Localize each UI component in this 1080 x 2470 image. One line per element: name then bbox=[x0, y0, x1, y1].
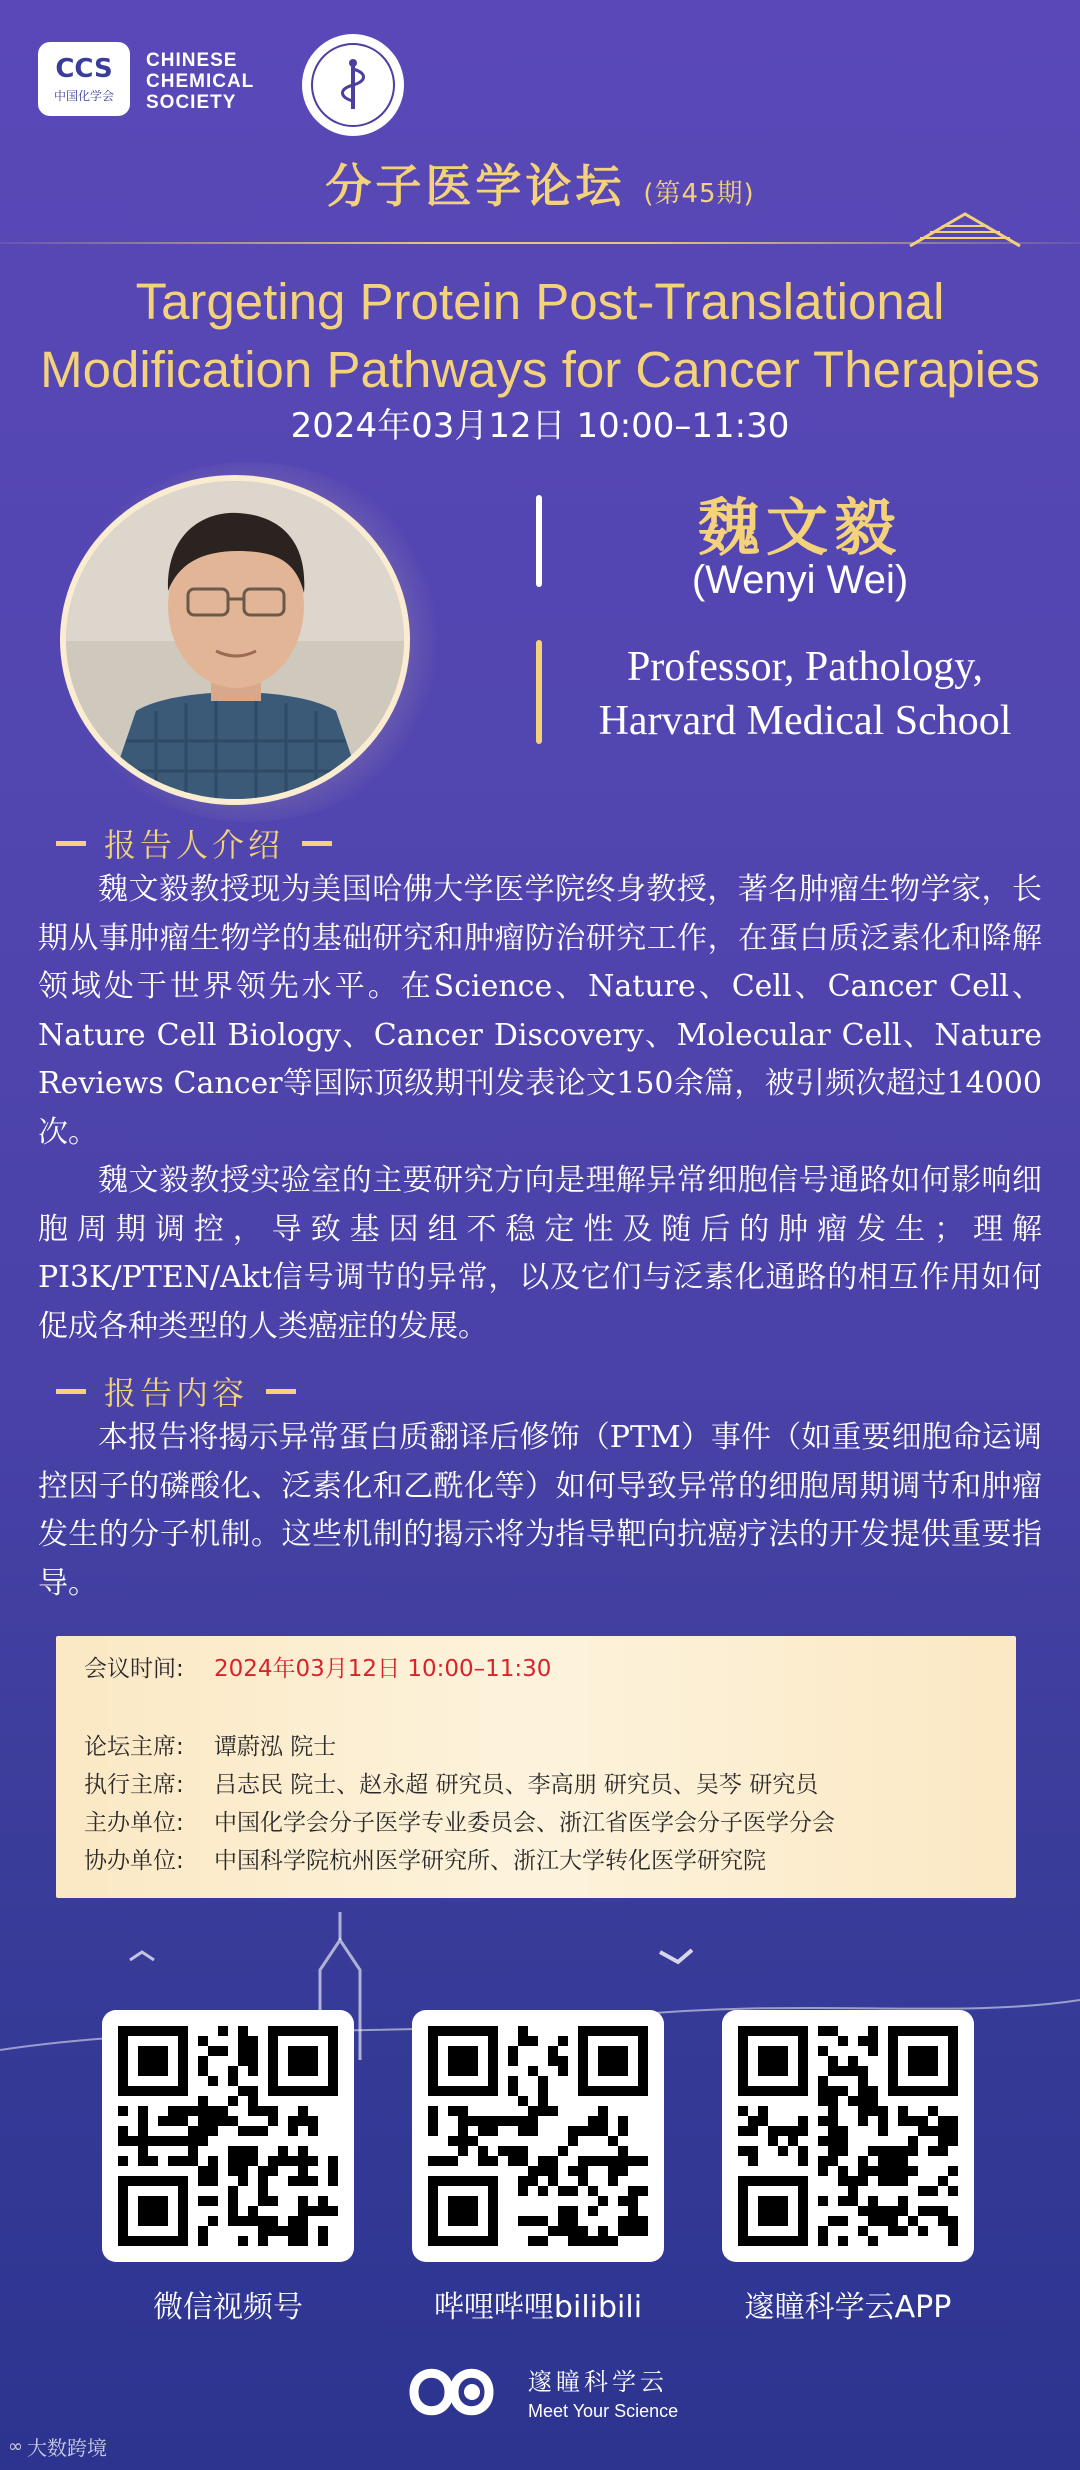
info-host-value: 谭蔚泓 院士 bbox=[214, 1734, 337, 1760]
talk-title-line2: Modification Pathways for Cancer Therapies bbox=[40, 341, 1040, 398]
brand-logo bbox=[404, 2352, 704, 2432]
speaker-affiliation bbox=[550, 640, 1060, 748]
heading-dash bbox=[302, 841, 332, 846]
qr-wechat[interactable] bbox=[102, 2010, 354, 2262]
bio-heading bbox=[0, 820, 1080, 866]
bio-text bbox=[38, 866, 1042, 1351]
qr-code-icon bbox=[738, 2026, 958, 2246]
info-row-host bbox=[84, 1728, 336, 1761]
talk-title-line1: Targeting Protein Post-Translational bbox=[135, 273, 945, 330]
ccs-line3: SOCIETY bbox=[146, 92, 237, 113]
qr-bilibili[interactable] bbox=[412, 2010, 664, 2262]
qr-label-bilibili: 哔哩哔哩bilibili bbox=[433, 2290, 643, 2325]
info-time-value: 2024年03月12日 10:00–11:30 bbox=[214, 1656, 552, 1682]
ccs-line1: CHINESE bbox=[146, 50, 238, 71]
watermark-icon: ∞ bbox=[8, 2436, 23, 2457]
meeting-info-box bbox=[56, 1636, 1016, 1898]
content-heading-label: 报告内容 bbox=[104, 1374, 249, 1412]
info-row-time bbox=[84, 1650, 551, 1683]
ccs-logo bbox=[38, 42, 130, 116]
talk-title bbox=[0, 268, 1080, 404]
info-co-value: 中国科学院杭州医学研究所、浙江大学转化医学研究院 bbox=[214, 1848, 766, 1874]
brand-tagline: Meet Your Science bbox=[528, 2401, 679, 2421]
info-exec-label: 执行主席: bbox=[84, 1772, 184, 1798]
content-paragraph-1: 本报告将揭示异常蛋白质翻译后修饰（PTM）事件（如重要细胞命运调控因子的磷酸化、泛素化和乙酰化等）如何导致异常的细胞周期调节和肿瘤发生的分子机制。这些机制的揭示将为指导靶向抗癌疗法的开发提供重要指导。 bbox=[38, 1420, 1042, 1601]
speaker-name-en: (Wenyi Wei) bbox=[691, 558, 909, 602]
info-host-label: 论坛主席: bbox=[84, 1734, 184, 1760]
info-row-co bbox=[84, 1842, 766, 1875]
ccs-cn: 中国化学会 bbox=[53, 88, 114, 103]
info-co-label: 协办单位: bbox=[84, 1848, 184, 1874]
speaker-title-line2: Harvard Medical School bbox=[598, 698, 1012, 744]
bio-heading-label: 报告人介绍 bbox=[104, 826, 285, 864]
speaker-divider-gold bbox=[536, 640, 542, 744]
ccs-abbr: CCS bbox=[55, 53, 113, 84]
info-exec-value: 吕志民 院士、赵永超 研究员、李高朋 研究员、吴芩 研究员 bbox=[214, 1772, 819, 1798]
info-time-label: 会议时间: bbox=[84, 1656, 184, 1682]
bio-paragraph-2: 魏文毅教授实验室的主要研究方向是理解异常细胞信号通路如何影响细胞周期调控，导致基因组不稳定性及随后的肿瘤发生；理解PI3K/PTEN/Akt信号调节的异常，以及它们与泛素化通路的相互作用如何促成各种类型的人类癌症的发展。 bbox=[38, 1163, 1042, 1344]
qr-label-wechat: 微信视频号 bbox=[153, 2290, 303, 2325]
heading-dash bbox=[266, 1389, 296, 1394]
medical-society-logo bbox=[302, 34, 404, 136]
talk-datetime: 2024年03月12日 10:00–11:30 bbox=[290, 406, 790, 446]
brand-name: 邃瞳科学云 bbox=[528, 2368, 668, 2396]
forum-name: 分子医学论坛 bbox=[325, 159, 626, 213]
speaker-title-line1: Professor, Pathology, bbox=[626, 644, 984, 690]
speaker-divider-white bbox=[536, 495, 542, 587]
forum-title bbox=[0, 150, 1080, 216]
speaker-portrait-icon bbox=[66, 481, 404, 799]
bio-paragraph-1: 魏文毅教授现为美国哈佛大学医学院终身教授，著名肿瘤生物学家，长期从事肿瘤生物学的基础研究和肿瘤防治研究工作，在蛋白质泛素化和降解领域处于世界领先水平。在Science、Nature、Cell、Cancer Cell、Nature Cell Biology、Cancer Discovery、Molecular Cell、Nature Reviews Cancer等国际顶级期刊发表论文150余篇，被引频次超过14000次。 bbox=[38, 872, 1042, 1150]
ccs-wordmark bbox=[146, 50, 306, 113]
info-organizer-value: 中国化学会分子医学专业委员会、浙江省医学会分子医学分会 bbox=[214, 1810, 835, 1836]
brand-mark-icon bbox=[404, 2357, 514, 2427]
watermark bbox=[8, 2432, 107, 2461]
content-text bbox=[38, 1414, 1042, 1608]
qr-code-icon bbox=[118, 2026, 338, 2246]
info-row-organizer bbox=[84, 1804, 835, 1837]
heading-dash bbox=[56, 841, 86, 846]
speaker-photo bbox=[60, 475, 410, 805]
heading-dash bbox=[56, 1389, 86, 1394]
caduceus-icon bbox=[323, 55, 383, 115]
info-row-exec bbox=[84, 1766, 818, 1799]
watermark-text: 大数跨境 bbox=[27, 2436, 107, 2460]
building-ornament-icon bbox=[900, 208, 1030, 248]
qr-app[interactable] bbox=[722, 2010, 974, 2262]
speaker-name-cn: 魏文毅 bbox=[697, 491, 902, 564]
ccs-line2: CHEMICAL bbox=[146, 71, 255, 92]
qr-code-icon bbox=[428, 2026, 648, 2246]
info-organizer-label: 主办单位: bbox=[84, 1810, 184, 1836]
content-heading bbox=[0, 1368, 1080, 1414]
qr-label-app: 邃瞳科学云APP bbox=[744, 2290, 952, 2325]
forum-issue: (第45期) bbox=[643, 179, 755, 209]
